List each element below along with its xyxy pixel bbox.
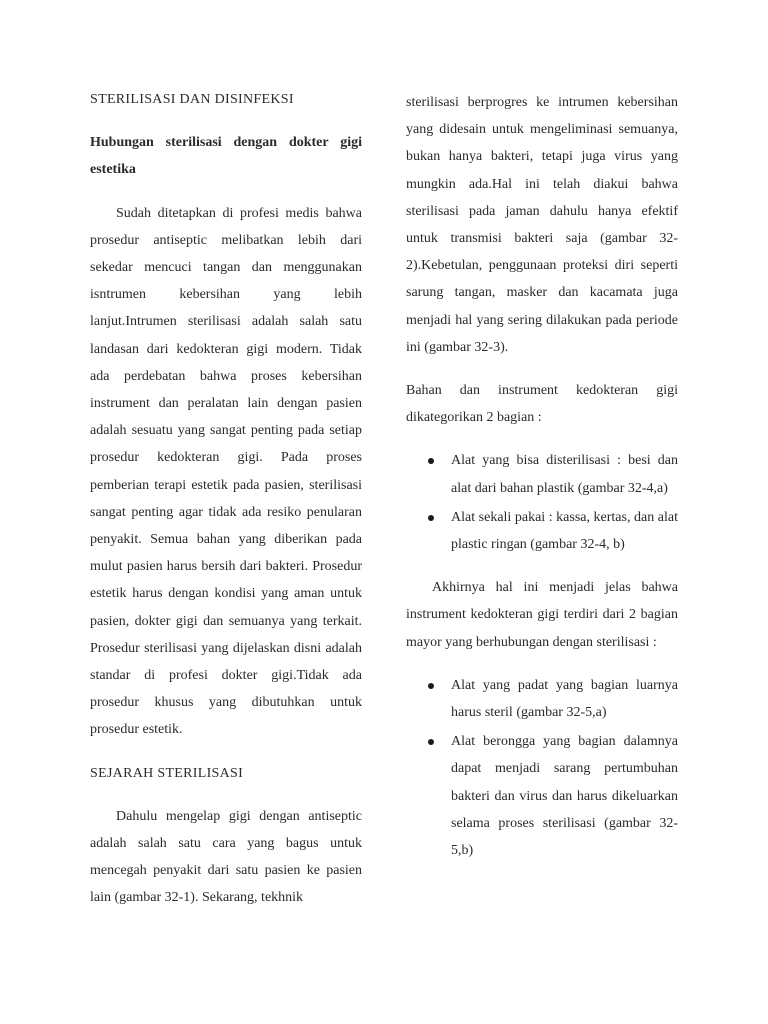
left-column: [90, 86, 362, 928]
bullet-icon: [428, 683, 434, 689]
list-item: Alat yang bisa disterilisasi : besi dan alat dari bahan plastik (gambar 32-4,a): [451, 447, 678, 501]
list-item: Alat berongga yang bagian dalamnya dapat menjadi sarang pertumbuhan bakteri dan virus dan harus dikeluarkan selama proses sterilisasi (gambar 32-5,b): [451, 728, 678, 864]
category-list: [406, 447, 678, 558]
bullet-icon: [428, 515, 434, 521]
list-item: Alat sekali pakai : kassa, kertas, dan alat plastic ringan (gambar 32-4, b): [451, 504, 678, 558]
paragraph-history: Dahulu mengelap gigi dengan antiseptic adalah salah satu cara yang bagus untuk mencegah penyakit dari satu pasien ke pasien lain (gambar 32-1). Sekarang, tekhnik: [90, 808, 362, 906]
instrument-type-list: [406, 672, 678, 864]
right-column: [406, 89, 678, 880]
paragraph-categories: Bahan dan instrument kedokteran gigi dikategorikan 2 bagian :: [406, 383, 678, 426]
bullet-icon: [428, 458, 434, 464]
paragraph-intro: Sudah ditetapkan di profesi medis bahwa prosedur antiseptic melibatkan lebih dari sekedar mencuci tangan dan menggunakan isntrumen kebersihan yang lebih lanjut.Intrumen sterilisasi adalah salah satu landasan dari kedokteran gigi modern. Tidak ada perdebatan bahwa proses kebersihan instrument dan peralatan lain dengan pasien adalah sesuatu yang sangat penting pada setiap prosedur kedokteran gigi. Pada proses pemberian terapi estetik pada pasien, sterilisasi sangat penting agar tidak ada resiko penularan penyakit. Semua bahan yang diberikan pada mulut pasien harus bersih dari bakteri. Prosedur estetik harus dengan kondisi yang aman untuk pasien, dokter gigi dan semuanya yang terkait. Prosedur sterilisasi yang dijelaskan disni adalah standar di profesi dokter gigi.Tidak ada prosedur khusus yang dibutuhkan untuk prosedur estetik.: [90, 205, 362, 738]
paragraph-conclusion: Akhirnya hal ini menjadi jelas bahwa instrument kedokteran gigi terdiri dari 2 bagian mayor yang berhubungan dengan sterilisasi :: [406, 580, 678, 650]
document-title: STERILISASI DAN DISINFEKSI: [90, 92, 294, 107]
document-subtitle: Hubungan sterilisasi dengan dokter gigi estetika: [90, 135, 362, 178]
bullet-icon: [428, 739, 434, 745]
paragraph-continued: sterilisasi berprogres ke intrumen kebersihan yang didesain untuk mengeliminasi semuanya, bukan hanya bakteri, tetapi juga virus yang mungkin ada.Hal ini telah diakui bahwa sterilisasi pada jaman dahulu hanya efektif untuk transmisi bakteri saja (gambar 32-2).Kebetulan, penggunaan proteksi diri seperti sarung tangan, masker dan kacamata juga menjadi hal yang sering dilakukan pada periode ini (gambar 32-3).: [406, 95, 678, 355]
section-heading-history: SEJARAH STERILISASI: [90, 765, 244, 781]
list-item: Alat yang padat yang bagian luarnya harus steril (gambar 32-5,a): [451, 672, 678, 726]
